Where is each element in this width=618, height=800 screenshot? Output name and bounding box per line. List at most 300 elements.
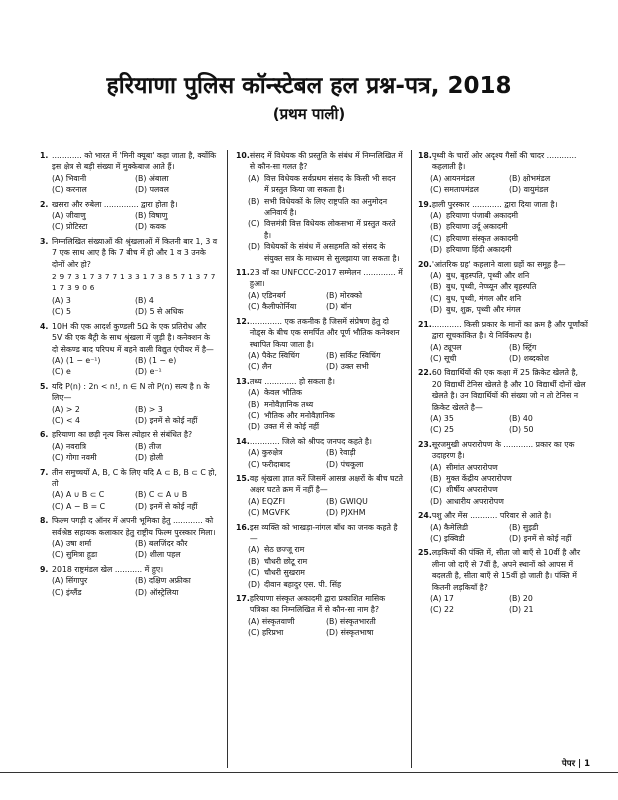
option-label: (D): [135, 550, 148, 560]
question-text: 60 विद्यार्थियों की एक कक्षा में 25 क्रिकेट खेलते है, 20 विद्यार्थी टेनिस खेलते है और 10 विद्यार्थी दोनों खेल खेलते है। उन विद्यार्थियों की संख्या जो न तो टेनिस न क्रिकेट खेलते है—: [431, 368, 586, 412]
question-number: 8.: [40, 516, 49, 526]
answer-option: [52, 501, 135, 512]
answer-option: [52, 366, 135, 377]
answer-option: [135, 489, 218, 500]
answer-option: [326, 361, 404, 372]
option-text: सर्किट स्विचिंग: [339, 350, 381, 360]
answer-option: [509, 604, 588, 615]
answer-option: [135, 538, 218, 549]
option-label: (D): [135, 222, 148, 232]
option-text: बॉन: [340, 302, 352, 312]
options-list: [236, 544, 404, 590]
answer-option: [326, 447, 404, 458]
option-text: दीवान बहादुर एस. पी. सिंह: [264, 579, 342, 589]
column-divider: [227, 150, 228, 768]
option-text: जीवाणु: [65, 211, 86, 221]
option-label: (C): [52, 222, 64, 232]
options-list: [40, 538, 218, 561]
option-text: A − B = C: [66, 501, 106, 511]
option-label: (C): [248, 302, 260, 312]
option-label: (B): [135, 490, 147, 500]
option-text: C ⊂ A ∪ B: [148, 490, 188, 500]
answer-option: [52, 295, 135, 306]
answer-option: [248, 218, 404, 241]
question-stem: [236, 473, 404, 496]
question-stem: [40, 381, 218, 404]
answer-option: [248, 241, 404, 264]
option-label: (A): [248, 350, 260, 360]
answer-option: [326, 301, 404, 312]
question-stem: [40, 515, 218, 538]
answer-option: [248, 410, 404, 421]
question-block: [236, 150, 404, 264]
option-text: > 2: [65, 404, 80, 414]
option-label: (D): [326, 302, 339, 312]
question-block: [236, 593, 404, 639]
option-label: (A): [52, 576, 64, 586]
answer-option: [430, 233, 588, 244]
answer-option: [326, 627, 404, 638]
option-label: (B): [326, 290, 338, 300]
answer-option: [135, 184, 218, 195]
options-list: [418, 413, 588, 436]
option-label: (A): [430, 342, 442, 352]
option-label: (C): [52, 185, 64, 195]
option-text: A ∪ B ⊂ C: [65, 490, 105, 500]
option-text: इनमें से कोई नहीं: [523, 534, 572, 543]
question-column-2: [236, 150, 404, 642]
option-text: रेवाड़ी: [339, 448, 356, 458]
option-label: (B): [248, 399, 260, 409]
answer-option: [326, 616, 404, 627]
answer-option: [52, 210, 135, 221]
option-text: पैकेट स्विचिंग: [261, 350, 300, 360]
options-list: [236, 350, 404, 373]
question-stem: [236, 593, 404, 616]
question-block: [40, 467, 218, 513]
answer-option: [509, 522, 588, 533]
question-block: [418, 547, 588, 615]
options-list: [418, 210, 588, 256]
question-text: निम्नलिखित संख्याओं की श्रृंखलाओं में कितनी बार 1, 3 व 7 एक साथ आए है कि 7 बीच में हो और 1 व 3 उनके दोनों ओर हो?: [52, 236, 218, 269]
option-text: भौतिक और मनोवैज्ञानिक: [264, 410, 335, 420]
option-text: भिवानी: [65, 173, 87, 183]
option-text: ट्यूपल: [443, 342, 462, 352]
option-label: (B): [430, 282, 442, 292]
question-stem: [40, 150, 218, 173]
option-label: (B): [509, 173, 521, 183]
question-block: [418, 150, 588, 196]
option-label: (D): [430, 496, 443, 506]
answer-option: [326, 496, 404, 507]
question-block: [40, 150, 218, 196]
option-text: सेठ छज्जू राम: [264, 545, 305, 555]
page-title: हरियाणा पुलिस कॉन्स्टेबल हल प्रश्न-पत्र, 2018: [106, 73, 512, 99]
question-text: ............. एक तकनीक है जिसमें संप्रेषण हेतु दो नोड्स के बीच एक समर्पित और पूर्ण भौतिक कनेक्शन स्थापित किया जाता है।: [249, 316, 400, 349]
option-label: (D): [248, 579, 261, 589]
option-label: (D): [509, 605, 522, 615]
option-label: (C): [430, 605, 442, 615]
question-stem: [40, 429, 218, 440]
answer-option: [430, 270, 588, 281]
option-label: (A): [52, 211, 64, 221]
question-number: 23.: [418, 439, 432, 449]
option-label: (A): [248, 388, 260, 398]
question-number: 21.: [418, 319, 432, 329]
question-stem: [418, 199, 588, 210]
options-list: [40, 355, 218, 378]
option-label: (C): [52, 307, 64, 317]
answer-option: [430, 173, 509, 184]
options-list: [40, 295, 218, 318]
option-text: EQZFI: [261, 496, 286, 506]
answer-option: [248, 173, 404, 196]
option-label: (D): [326, 459, 339, 469]
question-stem: [418, 510, 588, 521]
option-text: 35: [443, 413, 454, 423]
option-text: एडिनबर्ग: [261, 290, 286, 300]
option-text: संस्कृतभाषा: [340, 628, 374, 638]
question-block: [236, 267, 404, 313]
question-block: [236, 436, 404, 470]
answer-option: [52, 538, 135, 549]
question-text: लड़कियों की पंक्ति में, सीता जो बाएँ से 10वीं है और लीना जो दाएँ से 7वीं है, अपने स्थानों को आपस में बदलती है, सीता बाएँ से 15वीं हो जाती है। पंक्ति में कितनी लड़कियाँ है?: [431, 548, 581, 592]
question-stem: [418, 150, 588, 173]
option-label: (B): [248, 556, 260, 566]
answer-option: [135, 306, 218, 317]
answer-option: [326, 350, 404, 361]
answer-option: [52, 173, 135, 184]
option-label: (C): [248, 628, 260, 638]
options-list: [418, 342, 588, 365]
options-list: [40, 210, 218, 233]
question-stem: [40, 199, 218, 210]
option-text: तीज: [148, 441, 162, 451]
option-label: (A): [430, 462, 442, 472]
question-text: पृथ्वी के चारों ओर अदृश्य गैसों की चादर ............ कहलाती है।: [431, 151, 577, 172]
option-text: होली: [149, 453, 164, 463]
option-text: 5: [66, 307, 71, 317]
option-label: (B): [509, 342, 521, 352]
answer-option: [52, 184, 135, 195]
option-label: (B): [326, 616, 338, 626]
answer-option: [509, 533, 588, 544]
answer-option: [248, 544, 404, 555]
answer-option: [430, 342, 509, 353]
answer-option: [52, 355, 135, 366]
options-list: [236, 173, 404, 264]
answer-option: [430, 353, 509, 364]
option-label: (B): [248, 196, 260, 206]
options-list: [418, 462, 588, 508]
answer-option: [430, 604, 509, 615]
option-text: सुइडी: [522, 522, 539, 532]
option-label: (C): [248, 362, 260, 372]
option-label: (B): [135, 295, 147, 305]
option-label: (C): [430, 185, 442, 195]
question-stem: [236, 316, 404, 350]
question-block: [40, 199, 218, 233]
option-label: (C): [52, 453, 64, 463]
question-number: 7.: [40, 467, 49, 477]
option-label: (C): [52, 550, 64, 560]
question-block: [40, 321, 218, 378]
answer-option: [326, 507, 404, 518]
question-number: 25.: [418, 548, 432, 558]
option-label: (C): [430, 353, 442, 363]
question-number: 5.: [40, 381, 49, 391]
answer-option: [430, 533, 509, 544]
option-text: e: [66, 367, 71, 377]
question-number: 11.: [236, 268, 250, 278]
option-text: 5 से अधिक: [149, 307, 184, 317]
question-block: [40, 564, 218, 598]
question-number: 15.: [236, 473, 250, 483]
option-label: (C): [248, 410, 260, 420]
option-text: कैमेलिडी: [443, 522, 469, 532]
answer-option: [509, 413, 588, 424]
option-text: 17: [443, 594, 454, 604]
answer-option: [52, 575, 135, 586]
option-text: (1 − e): [148, 355, 177, 365]
answer-option: [52, 415, 135, 426]
option-text: वित्त विधेयक सर्वप्रथम संसद के किसी भी सदन में प्रस्तुत किया जा सकता है।: [264, 173, 396, 195]
option-text: हरियाणा पंजाबी अकादमी: [446, 211, 518, 221]
answer-option: [135, 415, 218, 426]
question-text: 'आंतरिक ग्रह' कहलाने वाला ग्रहों का समूह है—: [431, 259, 566, 269]
question-number: 2.: [40, 199, 49, 209]
option-text: बुध, बृहस्पति, पृथ्वी और शनि: [446, 271, 530, 281]
option-text: शीला पहल: [149, 550, 181, 560]
option-text: कैलीफोर्निया: [262, 302, 297, 312]
option-label: (B): [135, 404, 147, 414]
question-stem: [236, 522, 404, 545]
options-list: [236, 447, 404, 470]
question-text: फिल्म पगड़ी द ऑनर में अपनी भूमिका हेतु ............ को सर्वश्रेष्ठ सहायक कलाकार हेतु राष्ट्रीय फिल्म पुरस्कार मिला।: [52, 516, 216, 537]
question-block: [418, 367, 588, 435]
answer-option: [430, 473, 588, 484]
option-label: (A): [52, 173, 64, 183]
footer-rule: [0, 772, 618, 773]
option-text: 25: [444, 425, 454, 435]
answer-option: [248, 361, 326, 372]
answer-option: [52, 452, 135, 463]
answer-option: [248, 579, 404, 590]
question-number: 18.: [418, 151, 432, 160]
question-text: 23 वाँ का UNFCCC-2017 सम्मेलन ............. में हुआ।: [249, 268, 403, 289]
option-label: (A): [52, 539, 64, 548]
answer-option: [430, 184, 509, 195]
answer-option: [135, 173, 218, 184]
option-text: आयनमंडल: [443, 173, 475, 183]
option-label: (C): [430, 485, 442, 495]
answer-option: [430, 484, 588, 495]
option-label: (D): [509, 353, 522, 363]
question-number: 6.: [40, 430, 49, 440]
answer-option: [509, 184, 588, 195]
question-block: [236, 316, 404, 373]
option-text: सुमित्रा हूडा: [66, 550, 98, 560]
option-label: (C): [430, 293, 442, 303]
option-text: मोरक्को: [339, 290, 363, 300]
answer-option: [509, 593, 588, 604]
option-text: नवरात्रि: [65, 441, 87, 451]
question-number: 12.: [236, 316, 250, 326]
answer-option: [135, 366, 218, 377]
answer-option: [135, 404, 218, 415]
number-sequence: 2 9 7 3 1 7 3 7 7 1 3 3 1 7 3 8 5 7 1 3 7 7 1 7 3 9 0 6: [52, 272, 216, 293]
option-text: वायुमंडल: [523, 185, 549, 195]
question-number: 13.: [236, 376, 250, 386]
question-block: [40, 515, 218, 561]
question-number: 10.: [236, 151, 250, 160]
option-text: वित्तमंत्री वित्त विधेयक लोकसभा में प्रस्तुत करते है।: [264, 219, 396, 240]
option-text: हरियाणा संस्कृत अकादमी: [446, 233, 519, 243]
question-number: 20.: [418, 259, 432, 269]
answer-option: [430, 522, 509, 533]
question-block: [40, 381, 218, 427]
option-label: (A): [52, 404, 64, 414]
question-block: [418, 439, 588, 507]
answer-option: [248, 421, 404, 432]
option-text: प्रोटिस्टा: [66, 222, 88, 232]
question-block: [236, 522, 404, 590]
options-list: [236, 496, 404, 519]
option-label: (C): [52, 587, 64, 597]
answer-option: [509, 353, 588, 364]
option-text: बुध, पृथ्वी, नेप्च्यून और बृहस्पति: [446, 282, 537, 292]
option-label: (A): [248, 496, 260, 506]
option-text: MGVFK: [262, 508, 290, 518]
options-list: [418, 173, 588, 196]
option-label: (B): [135, 173, 147, 183]
answer-option: [430, 244, 588, 255]
answer-option: [135, 210, 218, 221]
answer-option: [430, 462, 588, 473]
answer-option: [52, 306, 135, 317]
option-label: (C): [52, 367, 64, 377]
answer-option: [248, 496, 326, 507]
options-list: [236, 290, 404, 313]
option-label: (D): [248, 422, 261, 432]
option-text: चौधरी छोटू राम: [264, 556, 308, 566]
options-list: [40, 404, 218, 427]
options-list: [418, 270, 588, 316]
answer-option: [248, 627, 326, 638]
option-label: (D): [135, 185, 148, 195]
answer-option: [248, 567, 404, 578]
option-text: उषा शर्मा: [65, 539, 92, 548]
question-block: [236, 376, 404, 433]
question-stem: [236, 376, 404, 387]
option-text: गोगा नवमी: [66, 453, 97, 463]
option-text: इंग्लैंड: [66, 587, 82, 597]
options-list: [40, 575, 218, 598]
option-label: (B): [430, 473, 442, 483]
answer-option: [135, 501, 218, 512]
question-stem: [418, 547, 588, 593]
answer-option: [509, 173, 588, 184]
answer-option: [248, 447, 326, 458]
answer-option: [430, 281, 588, 292]
question-block: [40, 236, 218, 318]
option-text: संस्कृतवाणी: [261, 616, 295, 626]
option-text: 4: [148, 295, 154, 305]
question-stem: [418, 259, 588, 270]
option-label: (D): [248, 242, 261, 252]
question-text: संसद में विधेयक की प्रस्तुति के संबंध में निम्नलिखित में से कौन-सा गलत है?: [249, 151, 403, 172]
option-label: (D): [326, 628, 339, 638]
question-text: हरियाणा संस्कृत अकादमी द्वारा प्रकाशित मासिक पत्रिका का निम्नलिखित में से कौन-सा नाम है?: [249, 594, 386, 615]
answer-option: [135, 452, 218, 463]
options-list: [418, 522, 588, 545]
option-text: इनमें से कोई नहीं: [149, 501, 198, 511]
question-text: यदि P(n) : 2n < n!, n ∈ N तो P(n) सत्य है n के लिए—: [52, 381, 210, 403]
option-text: 40: [522, 413, 533, 423]
options-list: [40, 489, 218, 512]
option-label: (A): [430, 413, 442, 423]
option-label: (C): [248, 508, 260, 518]
option-text: समतापमंडल: [444, 185, 479, 195]
answer-option: [135, 355, 218, 366]
option-label: (D): [509, 425, 522, 435]
option-label: (B): [135, 355, 147, 365]
option-text: सभी विधेयकों के लिए राष्ट्रपति का अनुमोदन अनिवार्य है।: [264, 196, 388, 218]
options-list: [40, 173, 218, 196]
answer-option: [52, 441, 135, 452]
option-text: मुक्त केंद्रीय अपरारोपण: [446, 473, 512, 483]
option-label: (B): [326, 350, 338, 360]
option-label: (A): [248, 290, 260, 300]
answer-option: [248, 616, 326, 627]
answer-option: [326, 290, 404, 301]
question-text: इस व्यक्ति को भाखड़ा-नांगल बाँध का जनक कहते है—: [249, 522, 398, 543]
option-text: हरियाणा हिंदी अकादमी: [446, 245, 512, 255]
option-text: शीर्षीय अपरारोपण: [446, 485, 498, 495]
question-block: [236, 473, 404, 519]
option-label: (D): [509, 534, 522, 543]
question-column-1: [40, 150, 218, 601]
option-text: 50: [523, 425, 534, 435]
option-text: बुध, पृथ्वी, मंगल और शनि: [446, 293, 522, 303]
option-text: अंबाला: [148, 173, 169, 183]
option-text: क्षोभमंडल: [522, 173, 551, 183]
option-label: (B): [326, 448, 338, 458]
answer-option: [135, 549, 218, 560]
option-label: (C): [52, 501, 64, 511]
option-label: (D): [509, 185, 522, 195]
question-text: ............ जिले को श्रीपद जनपद कहते है।: [249, 436, 372, 446]
question-number: 4.: [40, 321, 49, 331]
question-text: ............ किसी प्रकार के मानों का क्रम है और पूर्णांकों द्वारा सूचकांकित है। ये निर्विकल्प है।: [431, 319, 588, 341]
answer-option: [52, 221, 135, 232]
option-label: (A): [248, 173, 260, 183]
question-text: 10H की एक आदर्श कुण्डली 5Ω के एक प्रतिरोध और 5V की एक बैट्री के साथ श्रृंखला में जुड़ी है। कनेक्शन के दो सेकण्ड बाद परिपथ में बहने वाली विद्युत एंपीयर में है—: [52, 321, 214, 354]
option-label: (B): [509, 594, 521, 604]
option-label: (D): [135, 453, 148, 463]
option-text: सीमांत अपरारोपण: [446, 462, 498, 472]
answer-option: [430, 210, 588, 221]
options-list: [40, 441, 218, 464]
option-label: (A): [430, 211, 442, 221]
option-text: सूची: [444, 353, 457, 363]
question-text: हाली पुरस्कार ............ द्वारा दिया जाता है।: [431, 199, 558, 209]
option-text: हरिप्रभा: [262, 628, 284, 638]
question-stem: [40, 467, 218, 490]
option-text: हरियाणा उर्दू अकादमी: [446, 222, 508, 232]
options-list: [236, 387, 404, 433]
question-number: 19.: [418, 199, 432, 209]
